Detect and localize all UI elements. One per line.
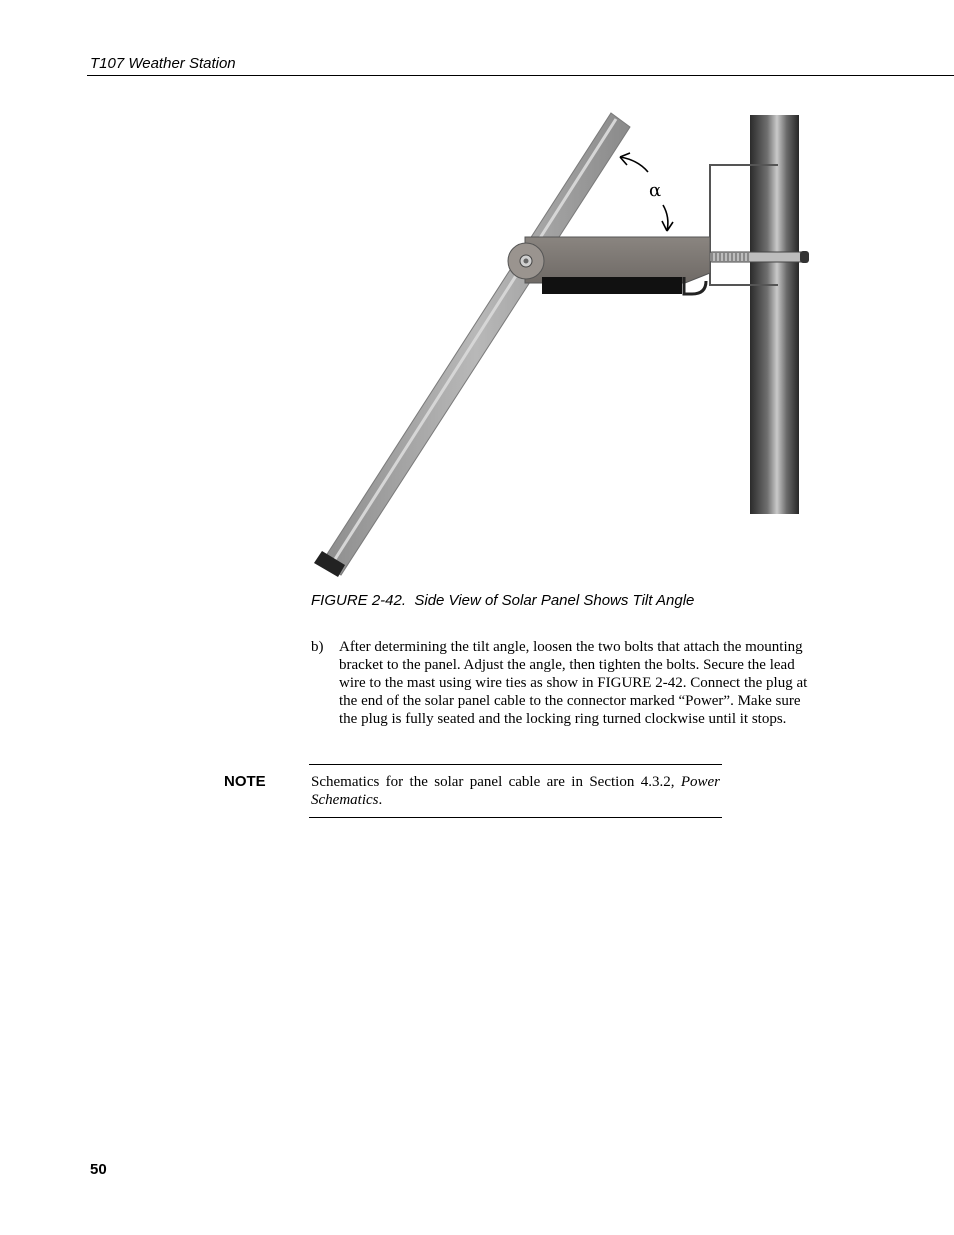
note-label: NOTE — [224, 773, 266, 790]
bolt — [708, 252, 808, 262]
note-body — [311, 773, 720, 809]
header-rule — [87, 75, 954, 76]
solar-panel-side-view-figure — [300, 105, 820, 585]
note-text-end: . — [378, 792, 383, 808]
page-header-title: T107 Weather Station — [90, 55, 236, 72]
step-text: After determining the tilt angle, loosen the two bolts that attach the mounting bracket to the panel. Adjust the angle, then tighten the bolts. Secure the lead wire to the mast using wire ties as show in FIGURE 2-42. Connect the plug at the end of the solar panel cable to the connector marked “Power”. Make sure the plug is fully seated and the locking ring turned clockwise until it stops. — [339, 639, 808, 727]
tilt-angle-symbol: α — [649, 180, 662, 201]
page-number: 50 — [90, 1161, 107, 1178]
mast — [750, 115, 799, 514]
note-rule-bottom — [309, 817, 722, 818]
mounting-bracket — [525, 237, 710, 283]
note-link-text: Power Schematics — [311, 774, 720, 808]
note-rule-top — [309, 764, 722, 765]
figure-caption: FIGURE 2-42. Side View of Solar Panel Shows Tilt Angle — [311, 592, 695, 609]
bracket-base — [542, 277, 682, 294]
angle-arrow-upper — [620, 157, 648, 172]
note-text: Schematics for the solar panel cable are in Section 4.3.2, — [311, 774, 681, 790]
step-marker: b) — [311, 639, 324, 655]
